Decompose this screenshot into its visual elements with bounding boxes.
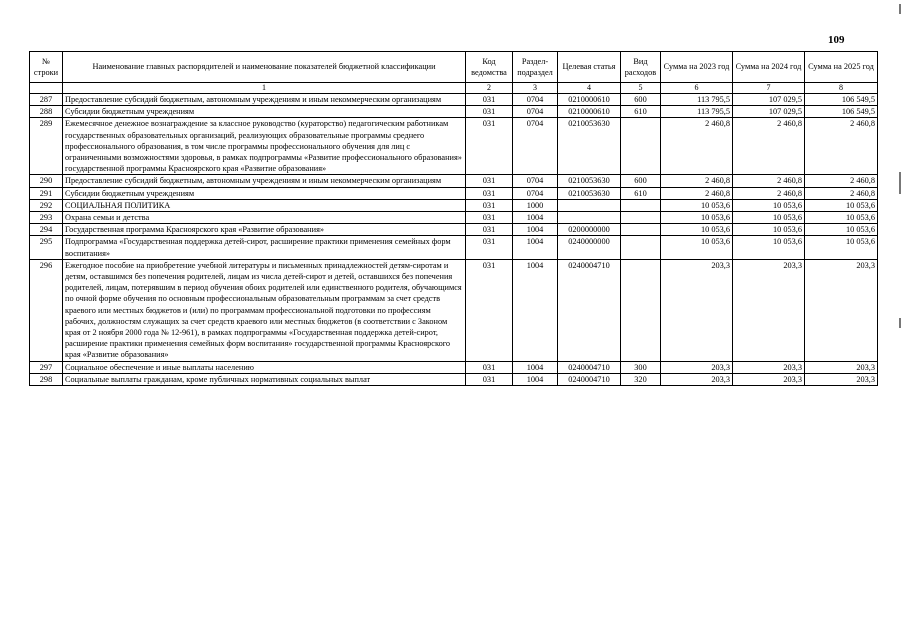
header-sum-2025: Сумма на 2025 год [805,52,878,83]
budget-table [29,51,878,386]
row-name-cell: Социальные выплаты гражданам, кроме публичных нормативных социальных выплат [63,373,466,385]
header-name: Наименование главных распорядителей и наименование показателей бюджетной классификации [63,52,466,83]
row-dept-code-cell: 031 [466,187,513,199]
header-section: Раздел-подраздел [513,52,558,83]
header-expense-type: Вид расходов [621,52,661,83]
row-sum-2023-cell: 2 460,8 [661,187,733,199]
row-sum-2023-cell: 203,3 [661,361,733,373]
row-sum-2025-cell: 10 053,6 [805,199,878,211]
row-sum-2023-cell: 2 460,8 [661,118,733,175]
row-target-article-cell [558,199,621,211]
row-dept-code-cell: 031 [466,118,513,175]
row-sum-2025-cell: 106 549,5 [805,94,878,106]
table-row [30,118,878,175]
row-sum-2024-cell: 2 460,8 [733,187,805,199]
row-target-article-cell: 0240004710 [558,259,621,361]
row-dept-code-cell: 031 [466,106,513,118]
row-name-cell: Предоставление субсидий бюджетным, автономным учреждениям и иным некоммерческим организациям [63,94,466,106]
row-name-cell: Подпрограмма «Государственная поддержка детей-сирот, расширение практики применения семейных форм воспитания» [63,236,466,259]
table-row [30,94,878,106]
column-number: 8 [805,83,878,94]
row-sum-2025-cell: 10 053,6 [805,224,878,236]
header-target-article: Целевая статья [558,52,621,83]
row-target-article-cell: 0210053630 [558,187,621,199]
row-expense-type-cell [621,212,661,224]
column-number: 6 [661,83,733,94]
row-dept-code-cell: 031 [466,361,513,373]
row-number-cell: 290 [30,175,63,187]
row-expense-type-cell [621,236,661,259]
row-section-cell: 0704 [513,106,558,118]
row-expense-type-cell [621,224,661,236]
column-number: 1 [63,83,466,94]
row-sum-2024-cell: 10 053,6 [733,212,805,224]
row-section-cell: 1000 [513,199,558,211]
header-row-number: № строки [30,52,63,83]
row-name-cell: Государственная программа Красноярского края «Развитие образования» [63,224,466,236]
row-sum-2025-cell: 10 053,6 [805,212,878,224]
scan-edge-mark-top [899,4,901,14]
column-number: 3 [513,83,558,94]
row-sum-2025-cell: 203,3 [805,373,878,385]
row-target-article-cell: 0240004710 [558,373,621,385]
header-sum-2024: Сумма на 2024 год [733,52,805,83]
row-section-cell: 0704 [513,94,558,106]
column-number: 5 [621,83,661,94]
row-number-cell: 297 [30,361,63,373]
row-section-cell: 1004 [513,212,558,224]
column-number [30,83,63,94]
row-target-article-cell: 0240004710 [558,361,621,373]
row-name-cell: Субсидии бюджетным учреждениям [63,187,466,199]
column-number: 7 [733,83,805,94]
row-sum-2023-cell: 113 795,5 [661,94,733,106]
row-section-cell: 1004 [513,259,558,361]
scan-edge-mark-lower [899,318,901,328]
row-sum-2025-cell: 203,3 [805,361,878,373]
row-target-article-cell: 0210053630 [558,175,621,187]
row-sum-2023-cell: 10 053,6 [661,236,733,259]
row-sum-2024-cell: 10 053,6 [733,236,805,259]
row-sum-2024-cell: 10 053,6 [733,224,805,236]
row-sum-2025-cell: 10 053,6 [805,236,878,259]
row-sum-2024-cell: 203,3 [733,259,805,361]
row-expense-type-cell: 600 [621,94,661,106]
row-sum-2025-cell: 2 460,8 [805,187,878,199]
row-sum-2023-cell: 10 053,6 [661,212,733,224]
row-number-cell: 292 [30,199,63,211]
row-section-cell: 0704 [513,187,558,199]
table-row [30,106,878,118]
row-name-cell: Субсидии бюджетным учреждениям [63,106,466,118]
row-name-cell: СОЦИАЛЬНАЯ ПОЛИТИКА [63,199,466,211]
row-sum-2025-cell: 2 460,8 [805,118,878,175]
table-row [30,259,878,361]
table-row [30,236,878,259]
table-row [30,224,878,236]
row-sum-2024-cell: 203,3 [733,373,805,385]
row-name-cell: Ежегодное пособие на приобретение учебной литературы и письменных принадлежностей детям-сиротам и детям, оставшимся без попечения родителей, лицам из числа детей-сирот и детей, оставшихся без попечения родителей, лицам, потерявшим в период обучения обоих родителей или единственного родителя, обучающимся по очной форме обучения по основным профессиональным образовательным программам за счет средств краевого или местных бюджетов и (или) по программам профессиональной подготовки по профессиям рабочих, должностям служащих за счет средств краевого или местных бюджетов (в соответствии с Законом края от 2 ноября 2000 года № 12-961), в рамках подпрограммы «Государственная поддержка детей-сирот, расширение практики применения семейных форм воспитания» государственной программы Красноярского края «Развитие образования» [63,259,466,361]
row-expense-type-cell [621,259,661,361]
row-sum-2023-cell: 10 053,6 [661,224,733,236]
row-section-cell: 1004 [513,373,558,385]
row-sum-2025-cell: 203,3 [805,259,878,361]
row-number-cell: 295 [30,236,63,259]
table-row [30,175,878,187]
row-number-cell: 289 [30,118,63,175]
row-number-cell: 296 [30,259,63,361]
row-target-article-cell [558,212,621,224]
row-name-cell: Ежемесячное денежное вознаграждение за классное руководство (кураторство) педагогическим работникам государственных образовательных организаций, реализующих образовательные программы среднего профессионального образования, в том числе программы профессионального обучения для лиц с ограниченными возможностями здоровья, в рамках подпрограммы «Развитие профессионального образования» государственной программы Красноярского края «Развитие образования» [63,118,466,175]
column-number: 4 [558,83,621,94]
row-name-cell: Предоставление субсидий бюджетным, автономным учреждениям и иным некоммерческим организациям [63,175,466,187]
row-sum-2024-cell: 2 460,8 [733,118,805,175]
scan-edge-mark-middle [899,172,901,194]
row-dept-code-cell: 031 [466,259,513,361]
row-section-cell: 1004 [513,236,558,259]
row-section-cell: 0704 [513,118,558,175]
row-sum-2024-cell: 10 053,6 [733,199,805,211]
row-target-article-cell: 0210000610 [558,106,621,118]
row-dept-code-cell: 031 [466,224,513,236]
row-dept-code-cell: 031 [466,175,513,187]
table-row [30,361,878,373]
row-target-article-cell: 0210000610 [558,94,621,106]
row-sum-2023-cell: 203,3 [661,259,733,361]
row-sum-2024-cell: 107 029,5 [733,94,805,106]
table-row [30,212,878,224]
row-section-cell: 1004 [513,224,558,236]
column-number: 2 [466,83,513,94]
row-expense-type-cell: 600 [621,175,661,187]
row-expense-type-cell: 610 [621,187,661,199]
table-row [30,373,878,385]
row-number-cell: 293 [30,212,63,224]
row-dept-code-cell: 031 [466,212,513,224]
row-dept-code-cell: 031 [466,373,513,385]
row-sum-2023-cell: 113 795,5 [661,106,733,118]
row-number-cell: 298 [30,373,63,385]
header-dept-code: Код ведомства [466,52,513,83]
row-target-article-cell: 0240000000 [558,236,621,259]
page-number: 109 [828,34,845,46]
row-sum-2025-cell: 106 549,5 [805,106,878,118]
table-row [30,187,878,199]
row-sum-2023-cell: 10 053,6 [661,199,733,211]
row-section-cell: 1004 [513,361,558,373]
row-expense-type-cell: 320 [621,373,661,385]
column-number-row [30,83,878,94]
row-name-cell: Охрана семьи и детства [63,212,466,224]
row-dept-code-cell: 031 [466,199,513,211]
table-row [30,199,878,211]
row-name-cell: Социальное обеспечение и иные выплаты населению [63,361,466,373]
row-sum-2023-cell: 203,3 [661,373,733,385]
row-sum-2024-cell: 2 460,8 [733,175,805,187]
row-sum-2023-cell: 2 460,8 [661,175,733,187]
table-body [30,94,878,386]
row-section-cell: 0704 [513,175,558,187]
row-expense-type-cell: 300 [621,361,661,373]
row-number-cell: 291 [30,187,63,199]
row-sum-2024-cell: 107 029,5 [733,106,805,118]
row-number-cell: 287 [30,94,63,106]
row-sum-2025-cell: 2 460,8 [805,175,878,187]
row-number-cell: 294 [30,224,63,236]
row-expense-type-cell [621,118,661,175]
row-expense-type-cell: 610 [621,106,661,118]
row-sum-2024-cell: 203,3 [733,361,805,373]
row-target-article-cell: 0210053630 [558,118,621,175]
row-number-cell: 288 [30,106,63,118]
row-dept-code-cell: 031 [466,94,513,106]
row-target-article-cell: 0200000000 [558,224,621,236]
header-row [30,52,878,83]
row-expense-type-cell [621,199,661,211]
row-dept-code-cell: 031 [466,236,513,259]
header-sum-2023: Сумма на 2023 год [661,52,733,83]
